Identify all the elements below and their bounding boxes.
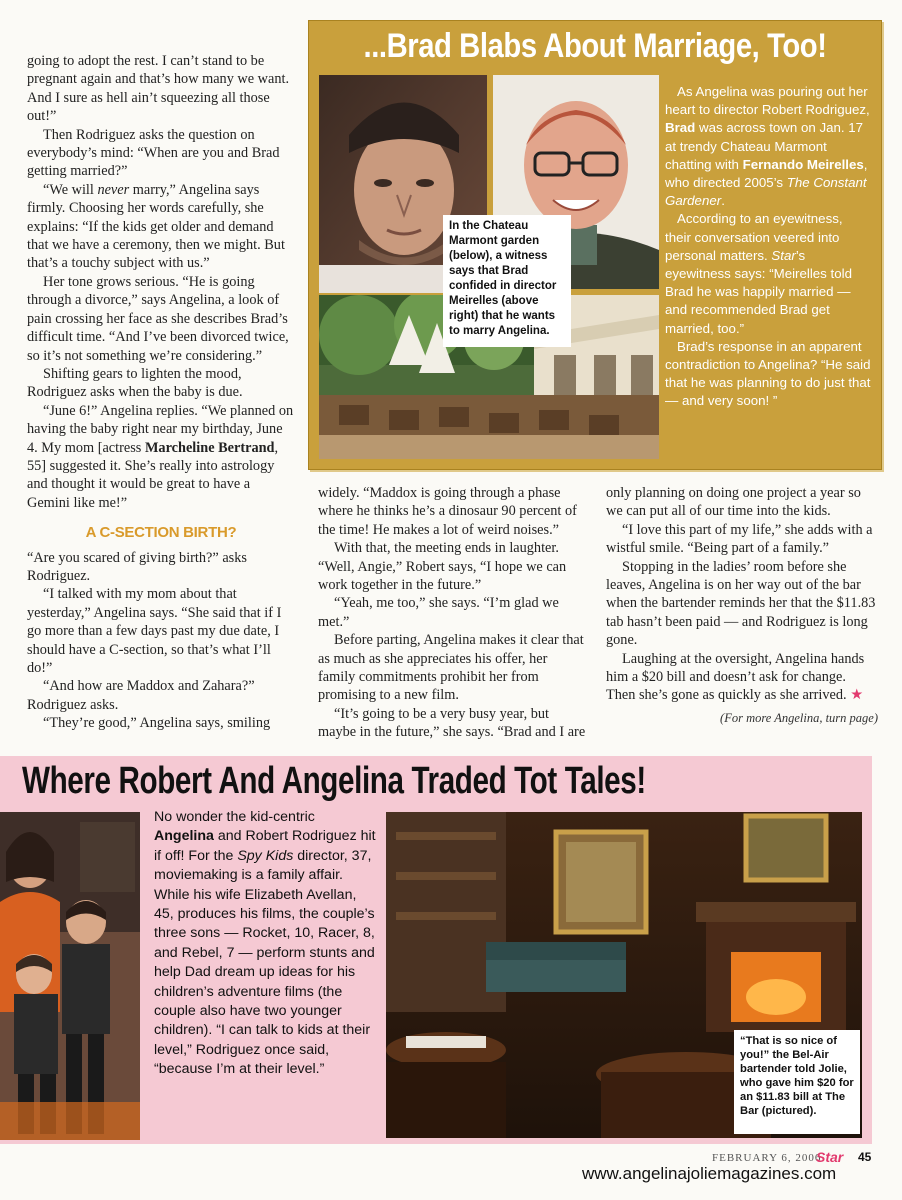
bar-photo-caption: “That is so nice of you!” the Bel-Air bartender told Jolie, who gave him $20 for an $11.83 bill at The Bar (pictured). [734, 1030, 860, 1134]
paragraph: With that, the meeting ends in laughter. “Well, Angie,” Robert says, “I hope we can work together in the future.” [318, 540, 567, 594]
photo-caption: In the Chateau Marmont garden (below), a witness says that Brad confided in director Meirelles (above right) that he wants to marry Angelina. [443, 215, 571, 347]
section-subhead: A C-SECTION BIRTH? [85, 524, 237, 542]
paragraph: As Angelina was pouring out her heart to director Robert Rodriguez, Brad was across town on Jan. 17 at trendy Chateau Marmont chatting with Fernando Meirelles, who directed 2005’s The Constant Gardener. [665, 84, 870, 209]
sidebar-title: ...Brad Blabs About Marriage, Too! [363, 27, 827, 65]
watermark-url: www.angelinajoliemagazines.com [582, 1164, 837, 1183]
paragraph: Her tone grows serious. “He is going through a divorce,” says Angelina, a look of pain crossing her face as she describes Brad’s difficult time. “And I’ve been divorced twice, so it’s not something we’re considering.” [27, 273, 289, 364]
paragraph: “Yeah, me too,” she says. “I’m glad we met.” [318, 595, 559, 630]
magazine-logo: Star [816, 1149, 844, 1165]
paragraph: “It’s going to be a very busy year, but maybe in the future,” she says. “Brad and I are [318, 705, 586, 741]
paragraph: Stopping in the ladies’ room before she leaves, Angelina is on her way out of the bar when the bartender reminds her that the $11.83 tab hasn’t been paid — and Rodriguez is long gone. [606, 558, 876, 649]
tot-tales-sidebar [0, 756, 872, 1144]
paragraph: Laughing at the oversight, Angelina hands him a $20 bill and doesn’t ask for change. Then she’s gone as quickly as she arrived. ★ [606, 650, 865, 704]
article-column-3 [606, 484, 878, 727]
rodriguez-family-photo [0, 812, 140, 1140]
paragraph: going to adopt the rest. I can’t stand to be pregnant again and that’s how many we want. And I sure as hell ain’t squeezing all those out!” [27, 53, 290, 125]
turn-page-note: (For more Angelina, turn page) [720, 710, 878, 725]
paragraph: widely. “Maddox is going through a phase where he thinks he’s a dinosaur 90 percent of the time! He makes a lot of weird noises.” [318, 485, 577, 538]
paragraph: “Are you scared of giving birth?” asks Rodriguez. [27, 549, 247, 584]
issue-date: FEBRUARY 6, 2006 [712, 1152, 822, 1164]
paragraph: “We will never marry,” Angelina says firmly. Choosing her words carefully, she explains: “If the kids get older and demand that we have a ceremony, then we might. But that’s a touchy subject with us.” [27, 181, 285, 272]
end-star-icon: ★ [850, 687, 864, 704]
paragraph: Before parting, Angelina makes it clear that as much as she appreciates his offer, her family commitments prohibit her from promising to a new film. [318, 632, 584, 704]
paragraph: “I talked with my mom about that yesterday,” Angelina says. “She said that if I go more than a few days past my due date, I should have a C-section, so that’s what I’ll do!” [27, 586, 282, 676]
article-column-1 [27, 52, 295, 733]
paragraph: only planning on doing one project a year so we can put all of our time into the kids. [606, 485, 861, 520]
sidebar-text: No wonder the kid-centric Angelina and Robert Rodriguez hit if off! For the Spy Kids director, 37, moviemaking is a family affair. While his wife Elizabeth Avellan, 45, produces his films, the couple’s three sons — Rocket, 10, Racer, 8, and Rebel, 7 — perform stunts and help Dad dream up ideas for his children’s adventure films (the couple also have two younger children). “I can talk to kids at their level,” Rodriguez once said, “because I’m at their level.” [154, 809, 376, 1078]
brad-sidebar [308, 20, 882, 470]
article-column-2 [318, 484, 588, 742]
paragraph: “They’re good,” Angelina says, smiling [43, 715, 271, 732]
sidebar-title: Where Robert And Angelina Traded Tot Tales! [22, 760, 646, 802]
paragraph: Brad’s response in an apparent contradiction to Angelina? “He said that he was planning to do just that — and very soon! ” [665, 338, 871, 409]
paragraph: Then Rodriguez asks the question on everybody’s mind: “When are you and Brad getting married?” [27, 126, 280, 180]
page-number: 45 [858, 1150, 872, 1164]
sidebar-text [665, 83, 871, 411]
paragraph: “June 6!” Angelina replies. “We planned on having the baby right near my birthday, June 4. My mom [actress Marcheline Bertrand, 55] suggested it. She’s really into astrology and thought it would be great to have a Gemini like me!” [27, 402, 294, 511]
paragraph: Shifting gears to lighten the mood, Rodriguez asks when the baby is due. [27, 365, 243, 401]
paragraph: “I love this part of my life,” she adds with a wistful smile. “Being part of a family.” [606, 521, 873, 557]
paragraph: “And how are Maddox and Zahara?” Rodriguez asks. [27, 678, 255, 713]
paragraph: According to an eyewitness, their conversation veered into personal matters. Star’s eyewitness says: “Meirelles told Brad he was happily married — and recommended Brad get married, too.” [665, 211, 852, 336]
